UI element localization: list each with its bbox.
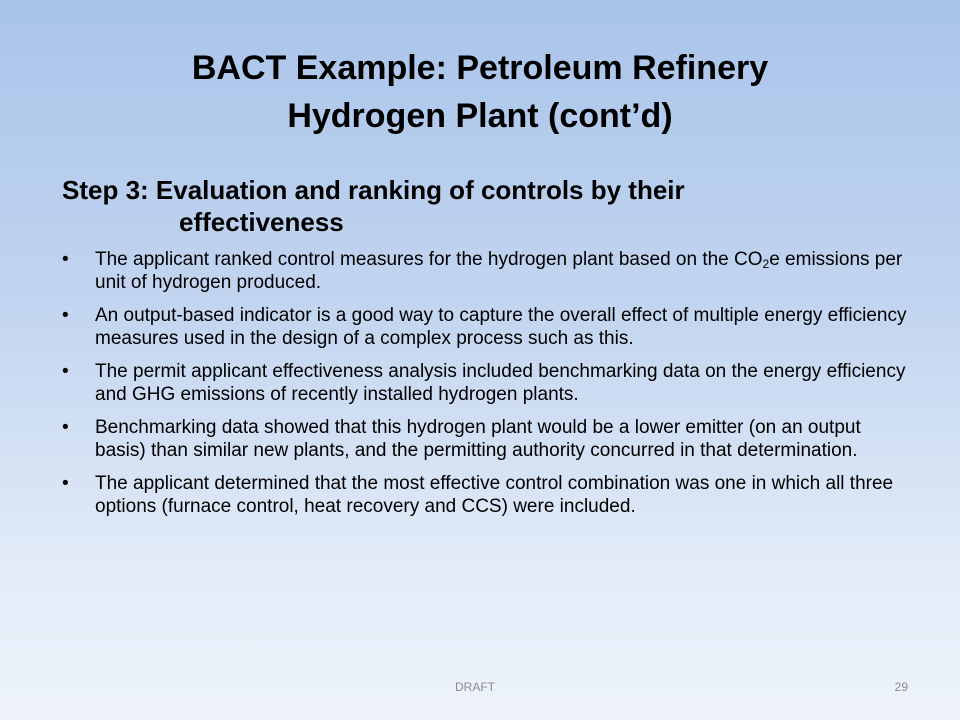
slide-title bbox=[0, 44, 960, 140]
step-heading-line-1: Step 3: Evaluation and ranking of controls by their bbox=[62, 175, 685, 205]
slide-number: 29 bbox=[894, 680, 908, 694]
bullet-item bbox=[62, 360, 912, 406]
step-heading-line-2: effectiveness bbox=[179, 207, 344, 237]
subscript: 2 bbox=[762, 257, 770, 271]
bullet-list bbox=[62, 248, 912, 528]
bullet-item bbox=[62, 472, 912, 518]
step-heading bbox=[62, 174, 922, 238]
bullet-item bbox=[62, 416, 912, 462]
title-line-1: BACT Example: Petroleum Refinery bbox=[191, 49, 769, 87]
footer-draft-label: DRAFT bbox=[455, 680, 495, 694]
bullet-text: An output-based indicator is a good way to capture the overall effect of multiple energy efficiency measures used in the design of a complex process such as this. bbox=[95, 305, 907, 349]
bullet-text: The applicant determined that the most effective control combination was one in which all three options (furnace control, heat recovery and CCS) were included. bbox=[95, 473, 894, 517]
bullet-dot-icon: • bbox=[62, 305, 69, 326]
title-line-2: Hydrogen Plant (cont’d) bbox=[287, 97, 673, 135]
bullet-text: The permit applicant effectiveness analysis included benchmarking data on the energy efficiency and GHG emissions of recently installed hydrogen plants. bbox=[95, 361, 906, 405]
bullet-dot-icon: • bbox=[62, 417, 69, 438]
bullet-dot-icon: • bbox=[62, 473, 69, 494]
bullet-text-post: e emissions per unit of hydrogen produced. bbox=[95, 249, 903, 293]
bullet-text-pre: The applicant ranked control measures for the hydrogen plant based on the CO bbox=[95, 249, 763, 270]
bullet-dot-icon: • bbox=[62, 361, 69, 382]
bullet-item bbox=[62, 248, 912, 294]
bullet-item bbox=[62, 304, 912, 350]
bullet-dot-icon: • bbox=[62, 249, 69, 270]
bullet-text: Benchmarking data showed that this hydrogen plant would be a lower emitter (on an output basis) than similar new plants, and the permitting authority concurred in that determination. bbox=[95, 417, 861, 461]
